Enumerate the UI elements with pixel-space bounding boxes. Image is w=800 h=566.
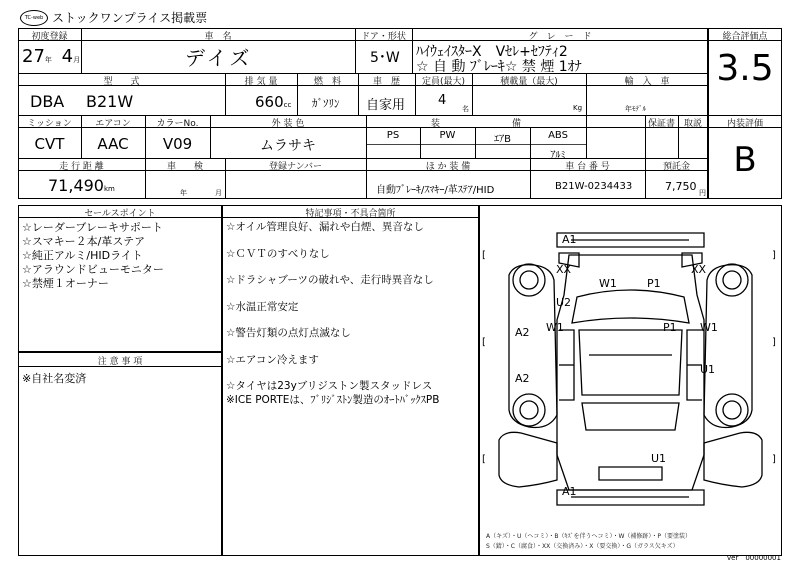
label-usage: 車 歴	[372, 77, 400, 87]
svg-text:]: ]	[772, 250, 776, 261]
svg-text:[: [	[482, 454, 486, 465]
equip-abs: ABS	[548, 130, 568, 141]
svg-text:[: [	[482, 337, 486, 348]
special-notes-list	[226, 221, 439, 407]
mark-a1-top: A1	[562, 233, 577, 246]
door-value: 5･W	[370, 50, 400, 66]
label-mileage: 走 行 距 離	[59, 162, 104, 172]
document-title: ストックワンプライス掲載票	[52, 11, 208, 25]
model-prefix: DBA	[30, 92, 65, 111]
mark-w1-right: W1	[700, 321, 718, 334]
caution-item: ※自社名変済	[22, 372, 87, 385]
note-item: ☆ＣＶＴのすべりなし	[226, 247, 330, 260]
inspection-year-unit: 年	[180, 189, 187, 197]
mark-a2-left: A2	[515, 326, 530, 339]
exterior-color-value: ムラサキ	[260, 138, 316, 154]
mark-w1-top: W1	[599, 277, 617, 290]
car-name-value: デイズ	[185, 46, 253, 70]
selling-point: ☆スマキー２本/革ステア	[22, 235, 146, 248]
overall-score: 3.5	[716, 48, 774, 89]
label-capacity: 定員(最大)	[421, 77, 466, 87]
mark-u1-bottom: U1	[651, 452, 667, 465]
caution-list	[22, 372, 86, 386]
mission-value: CVT	[34, 135, 65, 153]
label-grade: グ レ ー ド	[528, 32, 592, 42]
mark-xx-right: XX	[691, 263, 707, 276]
grade-line2: ☆ 自 動 ﾌﾞﾚｰｷ☆ 禁 煙 1ｵﾅ	[416, 59, 582, 75]
chassis-value: B21W-0234433	[555, 181, 633, 192]
label-displacement: 排 気 量	[244, 77, 278, 87]
mark-a2-low: A2	[515, 372, 530, 385]
label-manual: 取説	[683, 119, 702, 129]
label-overall: 総合評価点	[722, 32, 768, 42]
deposit-unit: 円	[699, 189, 706, 197]
damage-legend-line1: A（キズ）・U（ヘコミ）・B（ｷｽﾞを伴うヘコミ）・W（補修跡）・P（要塗装）	[486, 533, 692, 540]
inspection-month-unit: 月	[215, 189, 222, 197]
note-item: ☆警告灯類の点灯点滅なし	[226, 327, 351, 339]
svg-text:]: ]	[772, 454, 776, 465]
mark-u1-right: U1	[700, 363, 716, 376]
label-selling-points: セールスポイント	[84, 209, 156, 219]
label-load: 積載量（最大)	[500, 77, 558, 87]
capacity-unit: 名	[462, 105, 469, 113]
selling-point: ☆純正アルミ/HIDライト	[22, 249, 143, 262]
label-model-type: 型 式	[103, 77, 140, 87]
label-aircon: エアコン	[95, 119, 131, 129]
mark-u2: U2	[556, 296, 572, 309]
label-first-reg: 初度登録	[31, 32, 68, 42]
label-exterior: 外 装 色	[271, 119, 305, 129]
model-code: B21W	[86, 92, 134, 111]
label-caution: 注 意 事 項	[97, 357, 143, 367]
mark-xx-left: XX	[556, 263, 572, 276]
selling-points-list	[22, 221, 164, 291]
selling-point: ☆レーダーブレーキサポート	[22, 221, 163, 234]
interior-score: B	[733, 140, 757, 180]
label-deposit: 預託金	[662, 162, 690, 172]
equip-airbag: ｴｱB	[494, 134, 511, 145]
damage-legend-line2: S（錆）・C（腐食）・XX（交換済み）・X（要交換）・G（ガラス欠キズ）	[486, 543, 679, 550]
selling-point: ☆禁煙１オーナー	[22, 277, 109, 290]
svg-text:[: [	[482, 250, 486, 261]
label-car-name: 車 名	[204, 32, 232, 42]
label-special-notes: 特記事項・不具合箇所	[305, 209, 396, 219]
aircon-value: AAC	[97, 135, 129, 153]
label-equipment: 装 備	[430, 119, 521, 129]
label-mission: ミッション	[27, 119, 72, 129]
mark-a1-bottom: A1	[562, 485, 577, 498]
equip-pw: PW	[439, 130, 456, 141]
label-interior: 内装評価	[726, 119, 763, 129]
displacement-value: 660cc	[255, 93, 292, 111]
first-reg-value: 27年 4月	[22, 46, 81, 67]
selling-point: ☆アラウンドビューモニター	[22, 263, 164, 276]
note-item: ※ICE PORTEは、ﾌﾞﾘｼﾞｽﾄﾝ製造のｵｰﾄﾊﾞｯｸｽPB	[226, 393, 440, 406]
deposit-value: 7,750	[665, 180, 697, 193]
other-equip-value: 自動ﾌﾞﾚｰｷ/ｽﾏｷｰ/革ｽﾃｱ/HID	[376, 185, 495, 196]
note-item: ☆ドラシャブーツの破れや、走行時異音なし	[226, 274, 434, 286]
label-chassis: 車 台 番 号	[565, 162, 610, 172]
usage-value: 自家用	[366, 98, 406, 113]
equip-ps: PS	[386, 130, 400, 141]
label-color-no: カラーNo.	[156, 119, 199, 129]
grade-line1: ﾊｲｳｪｲｽﾀｰX Vｾﾚ+ｾﾌﾃｨ2	[416, 44, 568, 60]
mileage-value: 71,490km	[48, 176, 115, 195]
fuel-value: ｶﾞｿﾘﾝ	[312, 97, 340, 110]
load-unit: Kg	[573, 104, 583, 112]
note-item: ☆タイヤは23yブリジストン製スタッドレス	[226, 380, 433, 392]
label-import: 輸 入 車	[624, 77, 670, 87]
logo: TC-web	[20, 10, 48, 26]
label-inspection: 車 検	[166, 162, 203, 172]
color-no-value: V09	[162, 135, 193, 153]
note-item: ☆オイル管理良好、漏れや白煙、異音なし	[226, 221, 424, 233]
equip-alloy: ｱﾙﾐ	[550, 150, 566, 161]
capacity-value: 4	[438, 93, 447, 108]
label-fuel: 燃 料	[313, 77, 341, 87]
svg-text:]: ]	[772, 337, 776, 348]
label-other-equip: ほ か 装 備	[425, 162, 471, 172]
mark-w1-left: W1	[546, 321, 564, 334]
label-door: ドア・形状	[361, 32, 406, 42]
note-item: ☆エアコン冷えます	[226, 353, 319, 366]
mark-p1-top: P1	[647, 277, 661, 290]
version-label: ver 00000001	[727, 554, 781, 562]
import-unit: 年ﾓﾃﾞﾙ	[625, 105, 646, 113]
spec-table	[18, 28, 708, 199]
label-reg-number: 登録ナンバー	[269, 162, 322, 172]
label-warranty: 保証書	[647, 119, 675, 129]
note-item: ☆水温正常安定	[226, 300, 299, 313]
mark-p1-right: P1	[663, 321, 677, 334]
